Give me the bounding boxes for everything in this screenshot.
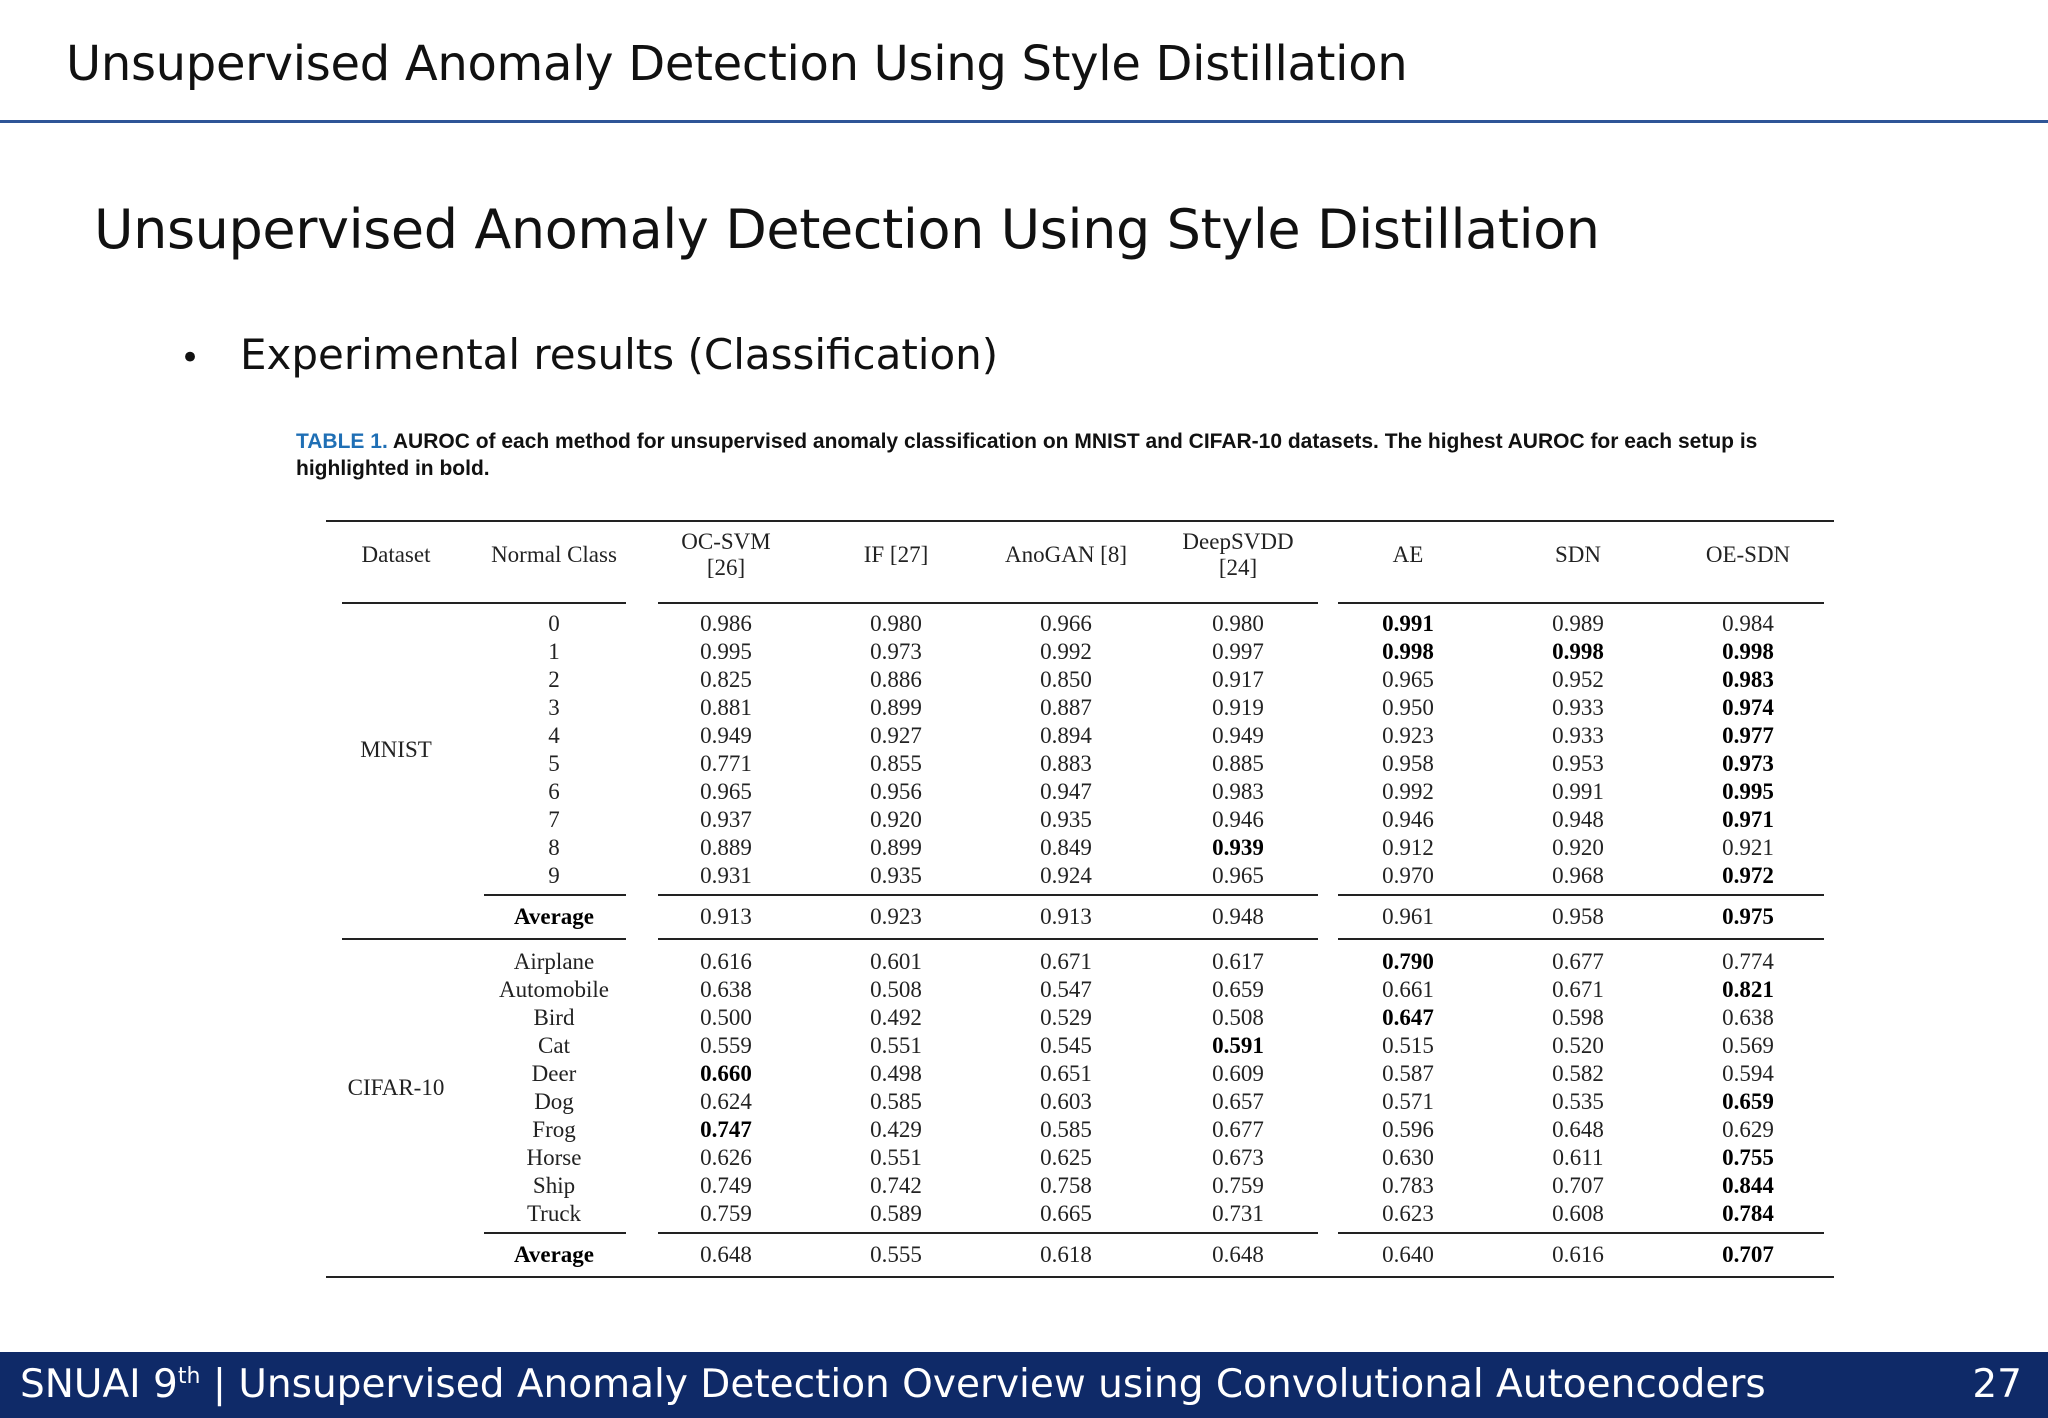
auroc-cell: 0.671 <box>1040 949 1092 974</box>
auroc-cell: 0.638 <box>700 977 752 1002</box>
auroc-cell: 0.949 <box>700 723 752 748</box>
auroc-cell: 0.661 <box>1382 977 1434 1002</box>
auroc-cell: 0.601 <box>870 949 922 974</box>
auroc-cell: 0.983 <box>1212 779 1264 804</box>
header-title: Unsupervised Anomaly Detection Using Style Distillation <box>66 36 1408 92</box>
auroc-cell: 0.659 <box>1212 977 1264 1002</box>
auroc-cell: 0.989 <box>1552 611 1604 636</box>
column-header: Dataset <box>361 542 431 567</box>
auroc-cell: 0.608 <box>1552 1201 1604 1226</box>
average-value-cell: 0.923 <box>870 904 922 929</box>
auroc-cell: 0.616 <box>700 949 752 974</box>
auroc-cell: 0.883 <box>1040 751 1092 776</box>
auroc-cell: 0.611 <box>1552 1145 1604 1170</box>
auroc-cell: 0.889 <box>700 835 752 860</box>
table-rule <box>326 1276 1834 1278</box>
auroc-cell: 0.935 <box>870 863 922 888</box>
auroc-cell: 0.591 <box>1212 1033 1264 1058</box>
auroc-cell: 0.855 <box>870 751 922 776</box>
auroc-cell: 0.508 <box>870 977 922 1002</box>
auroc-cell: 0.520 <box>1552 1033 1604 1058</box>
auroc-cell: 0.747 <box>700 1117 752 1142</box>
auroc-cell: 0.626 <box>700 1145 752 1170</box>
auroc-cell: 0.965 <box>1212 863 1264 888</box>
auroc-cell: 0.587 <box>1382 1061 1434 1086</box>
header-rule <box>0 120 2048 123</box>
results-table <box>326 520 1834 1284</box>
normal-class-cell: 8 <box>548 835 560 860</box>
auroc-cell: 0.582 <box>1552 1061 1604 1086</box>
table-rule <box>1338 602 1824 604</box>
auroc-cell: 0.660 <box>700 1061 752 1086</box>
auroc-cell: 0.603 <box>1040 1089 1092 1114</box>
table-rule <box>658 938 1318 940</box>
auroc-cell: 0.939 <box>1212 835 1264 860</box>
table-rule <box>1338 938 1824 940</box>
table-rule <box>1338 1232 1824 1234</box>
auroc-cell: 0.921 <box>1722 835 1774 860</box>
auroc-cell: 0.547 <box>1040 977 1092 1002</box>
auroc-cell: 0.594 <box>1722 1061 1774 1086</box>
column-header: AE <box>1392 542 1424 567</box>
auroc-cell: 0.529 <box>1040 1005 1092 1030</box>
auroc-cell: 0.946 <box>1212 807 1264 832</box>
auroc-cell: 0.596 <box>1382 1117 1434 1142</box>
auroc-cell: 0.974 <box>1722 695 1774 720</box>
auroc-cell: 0.972 <box>1722 863 1774 888</box>
auroc-cell: 0.617 <box>1212 949 1264 974</box>
auroc-cell: 0.970 <box>1382 863 1434 888</box>
column-header: SDN <box>1554 542 1602 567</box>
average-label-cell: Average <box>513 904 595 929</box>
auroc-cell: 0.958 <box>1382 751 1434 776</box>
normal-class-cell: Bird <box>533 1005 575 1030</box>
normal-class-cell: 3 <box>548 695 560 720</box>
average-value-cell: 0.648 <box>1212 1242 1264 1267</box>
auroc-cell: 0.647 <box>1382 1005 1434 1030</box>
auroc-cell: 0.885 <box>1212 751 1264 776</box>
auroc-cell: 0.997 <box>1212 639 1264 664</box>
auroc-cell: 0.965 <box>700 779 752 804</box>
auroc-cell: 0.920 <box>1552 835 1604 860</box>
dataset-name-cell: CIFAR-10 <box>347 1075 445 1100</box>
auroc-cell: 0.625 <box>1040 1145 1092 1170</box>
auroc-cell: 0.429 <box>870 1117 922 1142</box>
normal-class-cell: 0 <box>548 611 560 636</box>
auroc-cell: 0.931 <box>700 863 752 888</box>
table-rule <box>658 1232 1318 1234</box>
auroc-cell: 0.912 <box>1382 835 1434 860</box>
normal-class-cell: Airplane <box>513 949 595 974</box>
table-rule <box>342 602 626 604</box>
footer-title: | Unsupervised Anomaly Detection Overview using Convolutional Autoencoders <box>200 1362 1766 1407</box>
average-value-cell: 0.913 <box>1040 904 1092 929</box>
auroc-cell: 0.498 <box>870 1061 922 1086</box>
auroc-cell: 0.971 <box>1722 807 1774 832</box>
auroc-cell: 0.651 <box>1040 1061 1092 1086</box>
auroc-cell: 0.986 <box>700 611 752 636</box>
auroc-cell: 0.585 <box>870 1089 922 1114</box>
auroc-cell: 0.968 <box>1552 863 1604 888</box>
auroc-cell: 0.629 <box>1722 1117 1774 1142</box>
auroc-cell: 0.783 <box>1382 1173 1434 1198</box>
normal-class-cell: Automobile <box>499 977 609 1002</box>
auroc-cell: 0.984 <box>1722 611 1774 636</box>
auroc-cell: 0.980 <box>870 611 922 636</box>
auroc-cell: 0.671 <box>1552 977 1604 1002</box>
auroc-cell: 0.758 <box>1040 1173 1092 1198</box>
normal-class-cell: Deer <box>531 1061 577 1086</box>
column-header: IF [27] <box>863 542 929 567</box>
average-value-cell: 0.616 <box>1552 1242 1604 1267</box>
auroc-cell: 0.784 <box>1722 1201 1774 1226</box>
auroc-cell: 0.609 <box>1212 1061 1264 1086</box>
normal-class-cell: Truck <box>526 1201 582 1226</box>
auroc-cell: 0.977 <box>1722 723 1774 748</box>
auroc-cell: 0.956 <box>870 779 922 804</box>
auroc-cell: 0.965 <box>1382 667 1434 692</box>
auroc-cell: 0.545 <box>1040 1033 1092 1058</box>
normal-class-cell: 9 <box>548 863 560 888</box>
auroc-cell: 0.535 <box>1552 1089 1604 1114</box>
auroc-cell: 0.947 <box>1040 779 1092 804</box>
auroc-cell: 0.790 <box>1382 949 1434 974</box>
normal-class-cell: 7 <box>548 807 560 832</box>
auroc-cell: 0.559 <box>700 1033 752 1058</box>
normal-class-cell: 5 <box>548 751 560 776</box>
average-value-cell: 0.961 <box>1382 904 1434 929</box>
average-value-cell: 0.707 <box>1722 1242 1774 1267</box>
auroc-cell: 0.665 <box>1040 1201 1092 1226</box>
auroc-cell: 0.949 <box>1212 723 1264 748</box>
auroc-cell: 0.844 <box>1722 1173 1774 1198</box>
auroc-cell: 0.899 <box>870 835 922 860</box>
auroc-cell: 0.991 <box>1382 611 1434 636</box>
table-rule <box>484 1232 626 1234</box>
auroc-cell: 0.992 <box>1040 639 1092 664</box>
average-value-cell: 0.948 <box>1212 904 1264 929</box>
auroc-cell: 0.731 <box>1212 1201 1264 1226</box>
auroc-cell: 0.825 <box>700 667 752 692</box>
auroc-cell: 0.998 <box>1552 639 1604 664</box>
column-header: OC-SVM [26] <box>681 529 771 580</box>
normal-class-cell: 6 <box>548 779 560 804</box>
table-rule <box>484 894 626 896</box>
auroc-cell: 0.850 <box>1040 667 1092 692</box>
dataset-name-cell: MNIST <box>360 737 432 762</box>
auroc-cell: 0.585 <box>1040 1117 1092 1142</box>
auroc-cell: 0.707 <box>1552 1173 1604 1198</box>
table-rule <box>342 938 626 940</box>
auroc-cell: 0.821 <box>1722 977 1774 1002</box>
normal-class-cell: Ship <box>532 1173 576 1198</box>
normal-class-cell: 2 <box>548 667 560 692</box>
auroc-cell: 0.948 <box>1552 807 1604 832</box>
auroc-cell: 0.935 <box>1040 807 1092 832</box>
auroc-cell: 0.991 <box>1552 779 1604 804</box>
auroc-cell: 0.569 <box>1722 1033 1774 1058</box>
auroc-cell: 0.917 <box>1212 667 1264 692</box>
auroc-cell: 0.966 <box>1040 611 1092 636</box>
average-value-cell: 0.555 <box>870 1242 922 1267</box>
average-value-cell: 0.913 <box>700 904 752 929</box>
footer-sup: th <box>177 1364 201 1389</box>
auroc-cell: 0.677 <box>1212 1117 1264 1142</box>
auroc-cell: 0.933 <box>1552 695 1604 720</box>
bullet-dot: • <box>180 338 201 378</box>
auroc-cell: 0.742 <box>870 1173 922 1198</box>
column-header: Normal Class <box>491 542 617 567</box>
auroc-cell: 0.933 <box>1552 723 1604 748</box>
auroc-cell: 0.508 <box>1212 1005 1264 1030</box>
auroc-cell: 0.677 <box>1552 949 1604 974</box>
auroc-cell: 0.927 <box>870 723 922 748</box>
auroc-cell: 0.638 <box>1722 1005 1774 1030</box>
auroc-cell: 0.946 <box>1382 807 1434 832</box>
bullet-item <box>180 330 998 379</box>
auroc-cell: 0.673 <box>1212 1145 1264 1170</box>
footer-text <box>20 1362 1766 1407</box>
auroc-cell: 0.774 <box>1722 949 1774 974</box>
footer-org: SNUAI 9 <box>20 1362 178 1407</box>
auroc-cell: 0.771 <box>700 751 752 776</box>
normal-class-cell: Frog <box>532 1117 576 1142</box>
auroc-cell: 0.894 <box>1040 723 1092 748</box>
footer-bar <box>0 1352 2048 1418</box>
auroc-cell: 0.492 <box>870 1005 922 1030</box>
auroc-cell: 0.624 <box>700 1089 752 1114</box>
normal-class-cell: 4 <box>548 723 560 748</box>
auroc-cell: 0.899 <box>870 695 922 720</box>
bullet-text: Experimental results (Classification) <box>240 330 999 379</box>
table-caption-text: AUROC of each method for unsupervised anomaly classification on MNIST and CIFAR-10 datasets. The highest AUROC for each setup is highlighted in bold. <box>296 430 1758 480</box>
table-rule <box>1338 894 1824 896</box>
auroc-cell: 0.598 <box>1552 1005 1604 1030</box>
auroc-cell: 0.992 <box>1382 779 1434 804</box>
auroc-cell: 0.887 <box>1040 695 1092 720</box>
auroc-cell: 0.886 <box>870 667 922 692</box>
average-value-cell: 0.648 <box>700 1242 752 1267</box>
auroc-cell: 0.630 <box>1382 1145 1434 1170</box>
column-header: DeepSVDD [24] <box>1182 529 1294 580</box>
average-label-cell: Average <box>513 1242 595 1267</box>
auroc-cell: 0.759 <box>1212 1173 1264 1198</box>
auroc-cell: 0.659 <box>1722 1089 1774 1114</box>
auroc-cell: 0.515 <box>1382 1033 1434 1058</box>
auroc-cell: 0.657 <box>1212 1089 1264 1114</box>
table-rule <box>658 894 1318 896</box>
auroc-cell: 0.998 <box>1722 639 1774 664</box>
table-caption <box>296 428 1796 482</box>
auroc-cell: 0.937 <box>700 807 752 832</box>
column-header: OE-SDN <box>1705 542 1791 567</box>
auroc-cell: 0.980 <box>1212 611 1264 636</box>
auroc-cell: 0.950 <box>1382 695 1434 720</box>
auroc-cell: 0.648 <box>1552 1117 1604 1142</box>
normal-class-cell: Cat <box>538 1033 570 1058</box>
auroc-cell: 0.500 <box>700 1005 752 1030</box>
table-caption-label: TABLE 1. <box>296 430 388 453</box>
normal-class-cell: Horse <box>526 1145 582 1170</box>
auroc-cell: 0.623 <box>1382 1201 1434 1226</box>
auroc-cell: 0.755 <box>1722 1145 1774 1170</box>
average-value-cell: 0.640 <box>1382 1242 1434 1267</box>
auroc-cell: 0.995 <box>700 639 752 664</box>
auroc-cell: 0.973 <box>870 639 922 664</box>
auroc-cell: 0.998 <box>1382 639 1434 664</box>
auroc-cell: 0.952 <box>1552 667 1604 692</box>
auroc-cell: 0.749 <box>700 1173 752 1198</box>
auroc-cell: 0.571 <box>1382 1089 1434 1114</box>
average-value-cell: 0.958 <box>1552 904 1604 929</box>
auroc-cell: 0.920 <box>870 807 922 832</box>
auroc-cell: 0.973 <box>1722 751 1774 776</box>
table-rule <box>326 520 1834 522</box>
table-rule <box>658 602 1318 604</box>
average-value-cell: 0.618 <box>1040 1242 1092 1267</box>
auroc-cell: 0.919 <box>1212 695 1264 720</box>
page-number: 27 <box>1972 1362 2022 1407</box>
average-value-cell: 0.975 <box>1722 904 1774 929</box>
auroc-cell: 0.881 <box>700 695 752 720</box>
auroc-cell: 0.551 <box>870 1033 922 1058</box>
normal-class-cell: 1 <box>548 639 560 664</box>
auroc-cell: 0.983 <box>1722 667 1774 692</box>
column-header: AnoGAN [8] <box>1004 542 1128 567</box>
auroc-cell: 0.953 <box>1552 751 1604 776</box>
slide-title: Unsupervised Anomaly Detection Using Style Distillation <box>94 198 1600 261</box>
auroc-cell: 0.759 <box>700 1201 752 1226</box>
normal-class-cell: Dog <box>534 1089 574 1114</box>
auroc-cell: 0.849 <box>1040 835 1092 860</box>
auroc-cell: 0.551 <box>870 1145 922 1170</box>
auroc-cell: 0.924 <box>1040 863 1092 888</box>
auroc-cell: 0.923 <box>1382 723 1434 748</box>
auroc-cell: 0.589 <box>870 1201 922 1226</box>
auroc-cell: 0.995 <box>1722 779 1774 804</box>
